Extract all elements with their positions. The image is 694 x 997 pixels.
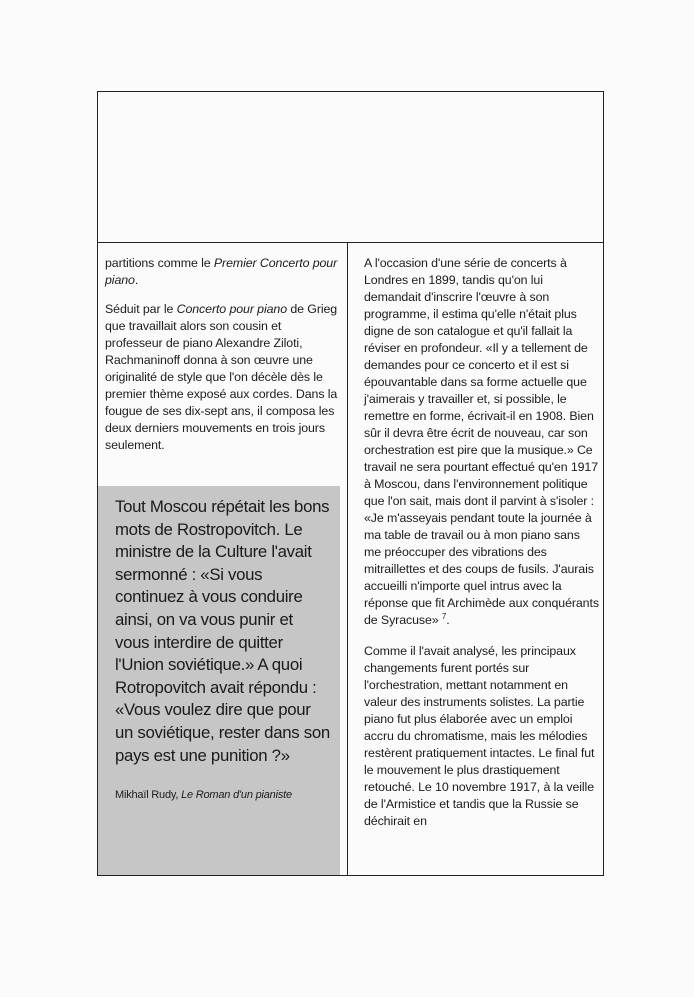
column-divider — [347, 242, 348, 875]
quote-text: Tout Moscou répétait les bons mots de Rostropovitch. Le ministre de la Culture l'avait sermonné : «Si vous continuez à vous conduire ainsi, on va vous punir et vous interdire de quitter l'Union soviétique.» A quoi Rotropovitch avait répondu : «Vous voulez dire que pour un soviétique, rester dans son pays est une punition ?» — [115, 497, 330, 765]
left-column — [105, 255, 341, 466]
quote-source — [115, 788, 330, 802]
work-title: Premier Concerto pour piano — [105, 256, 338, 287]
quote-work: Le Roman d'un pianiste — [181, 789, 292, 802]
left-paragraph-1: partitions comme le Premier Concerto pour piano. — [105, 256, 338, 287]
image-placeholder-box — [98, 92, 603, 243]
page-frame — [97, 91, 604, 876]
footnote-marker: 7 — [441, 611, 447, 621]
left-paragraph-2: Séduit par le Concerto pour piano de Grieg que travaillait alors son cousin et professeur de piano Alexandre Ziloti, Rachmaninoff donna à son œuvre une originalité de style que l'on décèle dès le premier thème exposé aux cordes. Dans la fougue de ses dix-sept ans, il composa les deux derniers mouvements en trois jours seulement. — [105, 302, 338, 452]
quote-box — [98, 486, 340, 875]
right-column — [364, 255, 600, 844]
right-paragraph-2: Comme il l'avait analysé, les principaux changements furent portés sur l'orchestration, mettant notamment en valeur des instruments solistes. La partie piano fut plus élaborée avec un emploi accru du chromatisme, mais les mélodies restèrent pratiquement intactes. Le final fut le mouvement le plus drastiquement retouché. Le 10 novembre 1917, à la veille de l'Armistice et tandis que la Russie se déchirait en — [364, 644, 595, 828]
work-title: Concerto pour piano — [176, 302, 288, 316]
quote-author: Mikhaïl Rudy, — [115, 789, 182, 802]
right-paragraph-1: A l'occasion d'une série de concerts à Londres en 1899, tandis qu'on lui demandait d'inscrire l'œuvre à son programme, il estima qu'elle n'était plus digne de son catalogue et qu'il fallait la réviser en profondeur. «Il y a tellement de demandes pour ce concerto et il est si épouvantable dans sa forme actuelle que j'aimerais y travailler et, si possible, le remettre en forme, écrivait-il en 1908. Bien sûr il devra être écrit de nouveau, car son orchestration est pire que la musique.» Ce travail ne sera pourtant effectué qu'en 1917 à Moscou, dans l'environnement politique que l'on sait, mais dont il parvint à s'isoler : «Je m'asseyais pendant toute la journée à ma table de travail ou à mon piano sans me préoccuper des vibrations des mitraillettes et des coups de fusils. J'aurais accueilli n'importe quel intrus avec la réponse que fit Archimède aux conquérants de Syracuse» $^7$. — [364, 256, 599, 627]
